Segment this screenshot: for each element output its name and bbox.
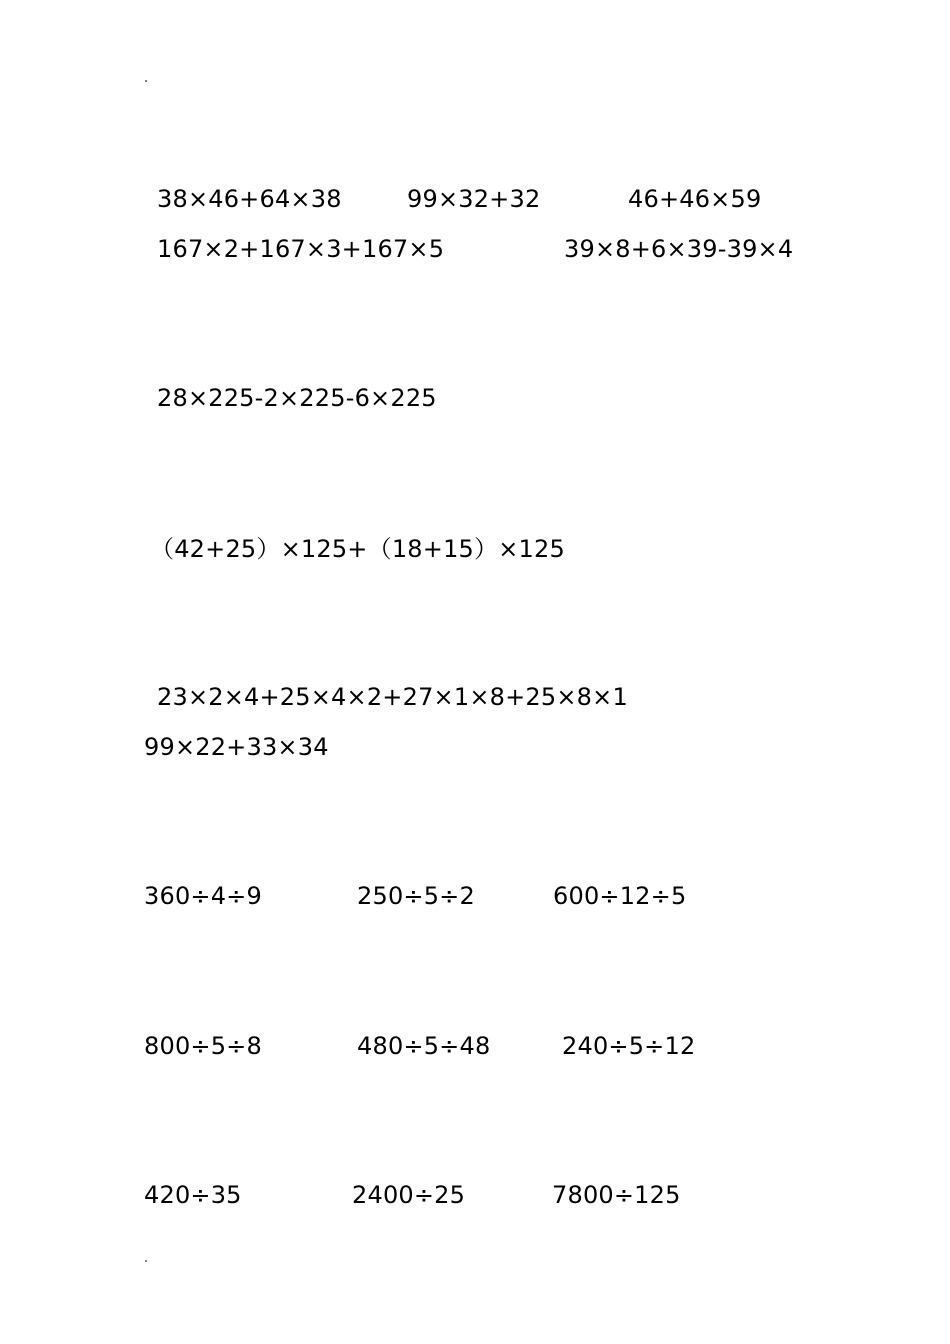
problem-6: 28×225-2×225-6×225 <box>157 384 437 412</box>
problem-16: 420÷35 <box>144 1181 242 1209</box>
problem-8: 23×2×4+25×4×2+27×1×8+25×8×1 <box>157 683 628 711</box>
problem-2: 99×32+32 <box>407 185 541 213</box>
problem-13: 800÷5÷8 <box>144 1032 262 1060</box>
problem-7: （42+25）×125+（18+15）×125 <box>150 535 565 563</box>
problem-3: 46+46×59 <box>628 185 762 213</box>
problem-9: 99×22+33×34 <box>144 733 329 761</box>
problem-18: 7800÷125 <box>552 1181 681 1209</box>
problem-1: 38×46+64×38 <box>157 185 342 213</box>
problem-11: 250÷5÷2 <box>357 882 475 910</box>
bottom-page-mark <box>145 1260 147 1262</box>
problem-10: 360÷4÷9 <box>144 882 262 910</box>
problem-14: 480÷5÷48 <box>357 1032 491 1060</box>
problem-17: 2400÷25 <box>352 1181 466 1209</box>
problem-15: 240÷5÷12 <box>562 1032 696 1060</box>
problem-4: 167×2+167×3+167×5 <box>157 235 445 263</box>
top-page-mark <box>145 80 147 82</box>
problem-5: 39×8+6×39-39×4 <box>564 235 794 263</box>
problem-12: 600÷12÷5 <box>553 882 687 910</box>
